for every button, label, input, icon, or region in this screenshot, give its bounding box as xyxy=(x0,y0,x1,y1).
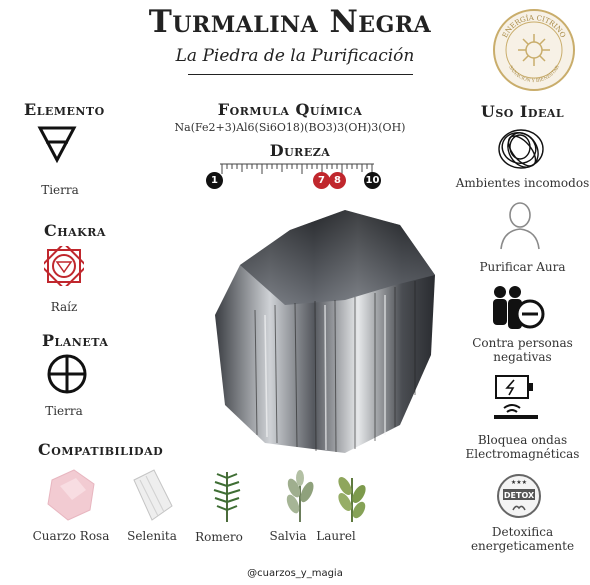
dureza-heading: Dureza xyxy=(269,141,331,160)
uso-ideal-heading: Uso Ideal xyxy=(480,102,565,121)
uso-item-label: Contra personas negativas xyxy=(472,336,573,364)
compatibilidad-heading: Compatibilidad xyxy=(38,440,164,459)
root-chakra-icon xyxy=(44,246,84,286)
rose-quartz-image xyxy=(42,466,100,524)
compat-item-label: Selenita xyxy=(127,529,177,543)
planeta-value: Tierra xyxy=(45,404,83,418)
tangled-scribble-icon xyxy=(493,124,549,174)
black-tourmaline-stone-image xyxy=(195,205,445,455)
sage-image xyxy=(280,470,320,524)
hardness-min-marker: 1 xyxy=(206,172,223,189)
badge-bottom-text: SANACIÓN Y BIENESTAR xyxy=(507,65,561,85)
chakra-value: Raíz xyxy=(50,300,78,314)
uso-item-label: Detoxifica energeticamente xyxy=(470,525,575,553)
brand-badge-logo xyxy=(492,8,576,92)
elemento-value: Tierra xyxy=(41,183,79,197)
compat-item-label: Romero xyxy=(195,530,243,544)
page-title: Turmalina Negra xyxy=(148,4,432,40)
uso-item-label: Bloquea ondas Electromagnéticas xyxy=(465,433,580,461)
person-aura-icon xyxy=(497,199,543,251)
compat-item-label: Laurel xyxy=(316,529,356,543)
device-waves-icon xyxy=(492,374,542,422)
detox-badge-icon xyxy=(495,472,543,520)
hardness-value-low-marker: 7 xyxy=(313,172,330,189)
planeta-heading: Planeta xyxy=(42,331,109,350)
elemento-heading: Elemento xyxy=(24,100,105,119)
formula-heading: Formula Química xyxy=(217,100,363,119)
group-block-icon xyxy=(490,284,546,334)
compat-item-label: Cuarzo Rosa xyxy=(32,529,110,543)
hardness-ruler xyxy=(212,160,382,186)
compat-item-label: Salvia xyxy=(269,529,307,543)
subtitle-underline xyxy=(188,74,413,75)
bay-laurel-image xyxy=(332,470,372,524)
badge-top-text: ENERGÍA CITRINO xyxy=(500,13,568,40)
earth-planet-icon xyxy=(45,352,89,396)
formula-value: Na(Fe2+3)Al6(Si6O18)(BO3)3(OH)3(OH) xyxy=(174,121,406,134)
rosemary-image xyxy=(205,468,249,524)
hardness-max-marker: 10 xyxy=(364,172,381,189)
detox-badge-text: DETOX xyxy=(503,491,535,500)
uso-item-label: Ambientes incomodos xyxy=(455,176,590,190)
chakra-heading: Chakra xyxy=(44,221,106,240)
uso-item-label: Purificar Aura xyxy=(479,260,566,274)
hardness-value-high-marker: 8 xyxy=(329,172,346,189)
svg-text:★★★: ★★★ xyxy=(510,479,528,486)
footer-handle[interactable]: @cuarzos_y_magia xyxy=(247,568,343,579)
page-subtitle: La Piedra de la Purificación xyxy=(175,46,415,66)
earth-element-icon xyxy=(37,124,77,164)
selenite-image xyxy=(128,468,178,524)
